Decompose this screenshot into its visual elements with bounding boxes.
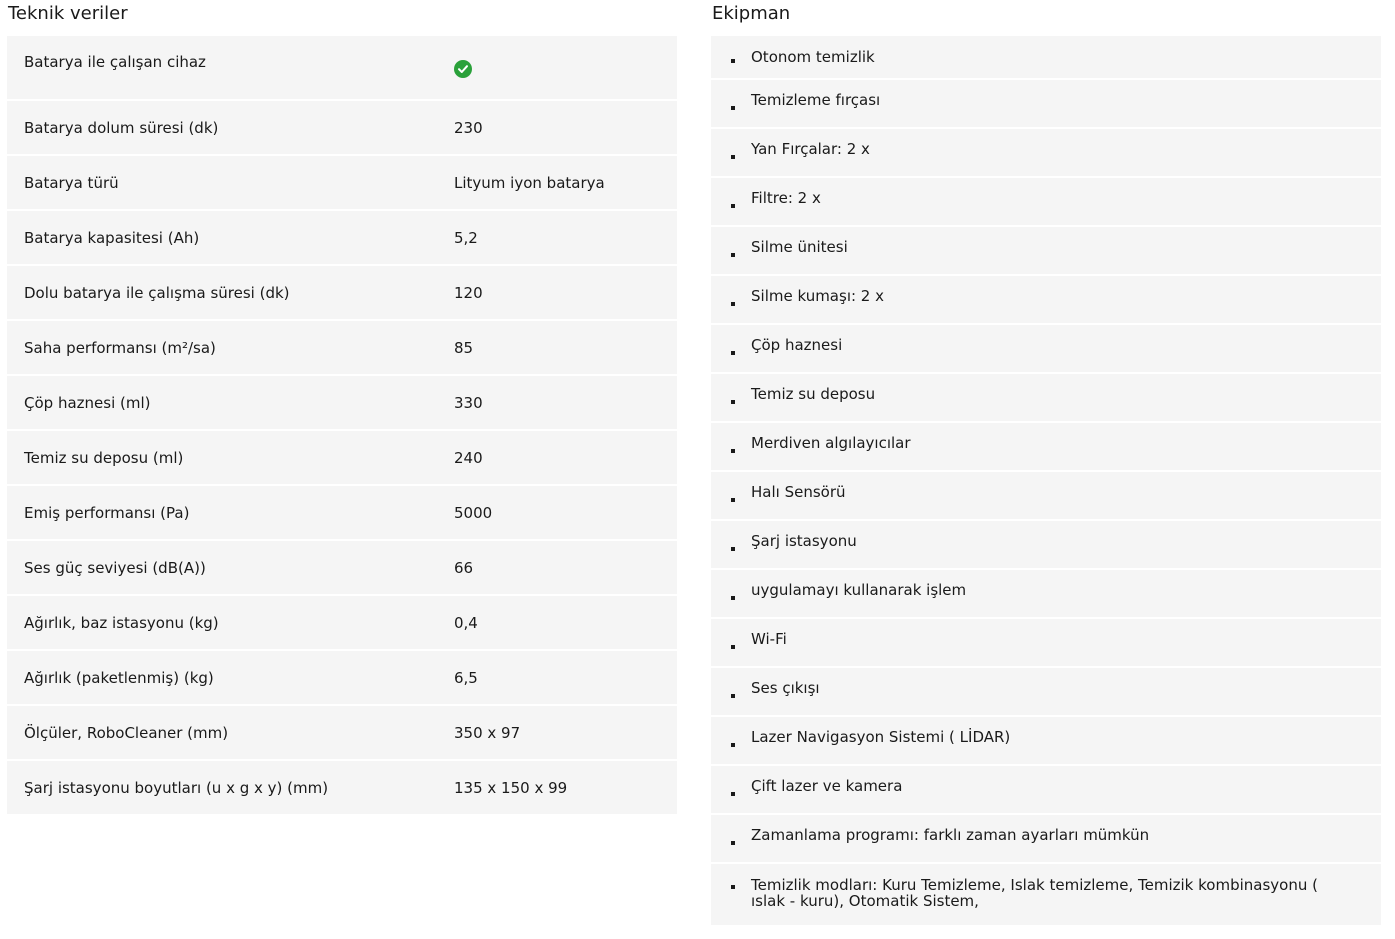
spec-label: Ses güç seviyesi (dB(A)): [24, 558, 206, 577]
list-item: [711, 374, 1381, 421]
list-item: [711, 178, 1381, 225]
list-item: [711, 129, 1381, 176]
list-item: [711, 619, 1381, 666]
list-item: [711, 717, 1381, 764]
spec-value: 0,4: [454, 613, 478, 632]
spec-value: [437, 36, 677, 100]
spec-value: 135 x 150 x 99: [454, 778, 568, 797]
spec-label: Ağırlık, baz istasyonu (kg): [24, 613, 219, 632]
bullet-icon: [731, 155, 735, 159]
list-item: [711, 423, 1381, 470]
bullet-icon: [731, 885, 735, 889]
spec-label: Batarya dolum süresi (dk): [24, 118, 219, 137]
spec-value: 230: [454, 118, 483, 137]
bullet-icon: [731, 694, 735, 698]
bullet-icon: [731, 204, 735, 208]
bullet-icon: [731, 792, 735, 796]
spec-value: 6,5: [454, 668, 478, 687]
equipment-item-label: Temizleme fırçası: [751, 91, 881, 109]
list-item: [711, 521, 1381, 568]
equipment-item-label: Lazer Navigasyon Sistemi ( LİDAR): [751, 728, 1011, 746]
bullet-icon: [731, 547, 735, 551]
equipment-item-label: Filtre: 2 x: [751, 189, 821, 207]
list-item: [711, 570, 1381, 617]
table-row: [7, 540, 677, 595]
bullet-icon: [731, 106, 735, 110]
spec-label: Batarya kapasitesi (Ah): [24, 228, 200, 247]
bullet-icon: [731, 645, 735, 649]
equipment-item-label: Halı Sensörü: [751, 483, 846, 501]
table-row: [7, 485, 677, 540]
equipment-item-label: Şarj istasyonu: [751, 532, 857, 550]
check-circle-icon: [454, 60, 472, 78]
spec-label: Dolu batarya ile çalışma süresi (dk): [24, 283, 290, 302]
table-row: [7, 595, 677, 650]
spec-label: Ağırlık (paketlenmiş) (kg): [24, 668, 214, 687]
bullet-icon: [731, 449, 735, 453]
bullet-icon: [731, 302, 735, 306]
equipment-item-label: Merdiven algılayıcılar: [751, 434, 911, 452]
spec-value: 330: [454, 393, 483, 412]
spec-label: Temiz su deposu (ml): [24, 448, 184, 467]
equipment-item-label: Silme ünitesi: [751, 238, 848, 256]
spec-label: Saha performansı (m²/sa): [24, 338, 216, 357]
bullet-icon: [731, 351, 735, 355]
equipment-item-label: Temiz su deposu: [751, 385, 876, 403]
list-item: [711, 668, 1381, 715]
equipment-item-label: Ses çıkışı: [751, 679, 820, 697]
technical-data-table: [7, 36, 677, 814]
spec-label: Çöp haznesi (ml): [24, 393, 151, 412]
bullet-icon: [731, 498, 735, 502]
spec-value: 350 x 97: [454, 723, 521, 742]
table-row: [7, 375, 677, 430]
technical-data-section: [7, 0, 677, 814]
table-row: [7, 36, 677, 100]
equipment-item-label: uygulamayı kullanarak işlem: [751, 581, 967, 599]
spec-value: 240: [454, 448, 483, 467]
list-item: [711, 80, 1381, 127]
equipment-item-label: Çift lazer ve kamera: [751, 777, 903, 795]
bullet-icon: [731, 841, 735, 845]
list-item: [711, 766, 1381, 813]
table-row: [7, 430, 677, 485]
equipment-item-label: Zamanlama programı: farklı zaman ayarları mümkün: [751, 826, 1150, 844]
equipment-item-label: Yan Fırçalar: 2 x: [751, 140, 870, 158]
table-row: [7, 705, 677, 760]
equipment-item-label: Silme kumaşı: 2 x: [751, 287, 884, 305]
bullet-icon: [731, 400, 735, 404]
spec-value: 5000: [454, 503, 493, 522]
bullet-icon: [731, 743, 735, 747]
list-item: [711, 864, 1381, 925]
spec-label: Batarya türü: [24, 173, 119, 192]
list-item: [711, 227, 1381, 274]
list-item: [711, 815, 1381, 862]
table-row: [7, 265, 677, 320]
equipment-item-label: Wi-Fi: [751, 630, 787, 648]
equipment-item-label: Temizlik modları: Kuru Temizleme, Islak temizleme, Temizik kombinasyonu ( ıslak - kuru), Otomatik Sistem,: [751, 876, 1318, 910]
list-item: [711, 325, 1381, 372]
technical-data-title: Teknik veriler: [8, 3, 128, 24]
equipment-item-label: Otonom temizlik: [751, 48, 875, 66]
bullet-icon: [731, 59, 735, 63]
spec-value: 5,2: [454, 228, 478, 247]
list-item: [711, 472, 1381, 519]
spec-label: Emiş performansı (Pa): [24, 503, 190, 522]
table-row: [7, 320, 677, 375]
spec-value: Lityum iyon batarya: [454, 173, 605, 192]
equipment-section: [711, 0, 1381, 927]
spec-label: Şarj istasyonu boyutları (u x g x y) (mm): [24, 778, 329, 797]
table-row: [7, 760, 677, 814]
table-row: [7, 100, 677, 155]
spec-label: Batarya ile çalışan cihaz: [24, 53, 206, 71]
spec-value: 66: [454, 558, 474, 577]
spec-label: Ölçüler, RoboCleaner (mm): [24, 723, 229, 742]
table-row: [7, 155, 677, 210]
table-row: [7, 650, 677, 705]
list-item: [711, 36, 1381, 78]
bullet-icon: [731, 596, 735, 600]
table-row: [7, 210, 677, 265]
equipment-item-label: Çöp haznesi: [751, 336, 843, 354]
bullet-icon: [731, 253, 735, 257]
equipment-title: Ekipman: [712, 3, 791, 24]
spec-value: 120: [454, 283, 483, 302]
list-item: [711, 276, 1381, 323]
spec-value: 85: [454, 338, 474, 357]
equipment-list: [711, 36, 1381, 925]
